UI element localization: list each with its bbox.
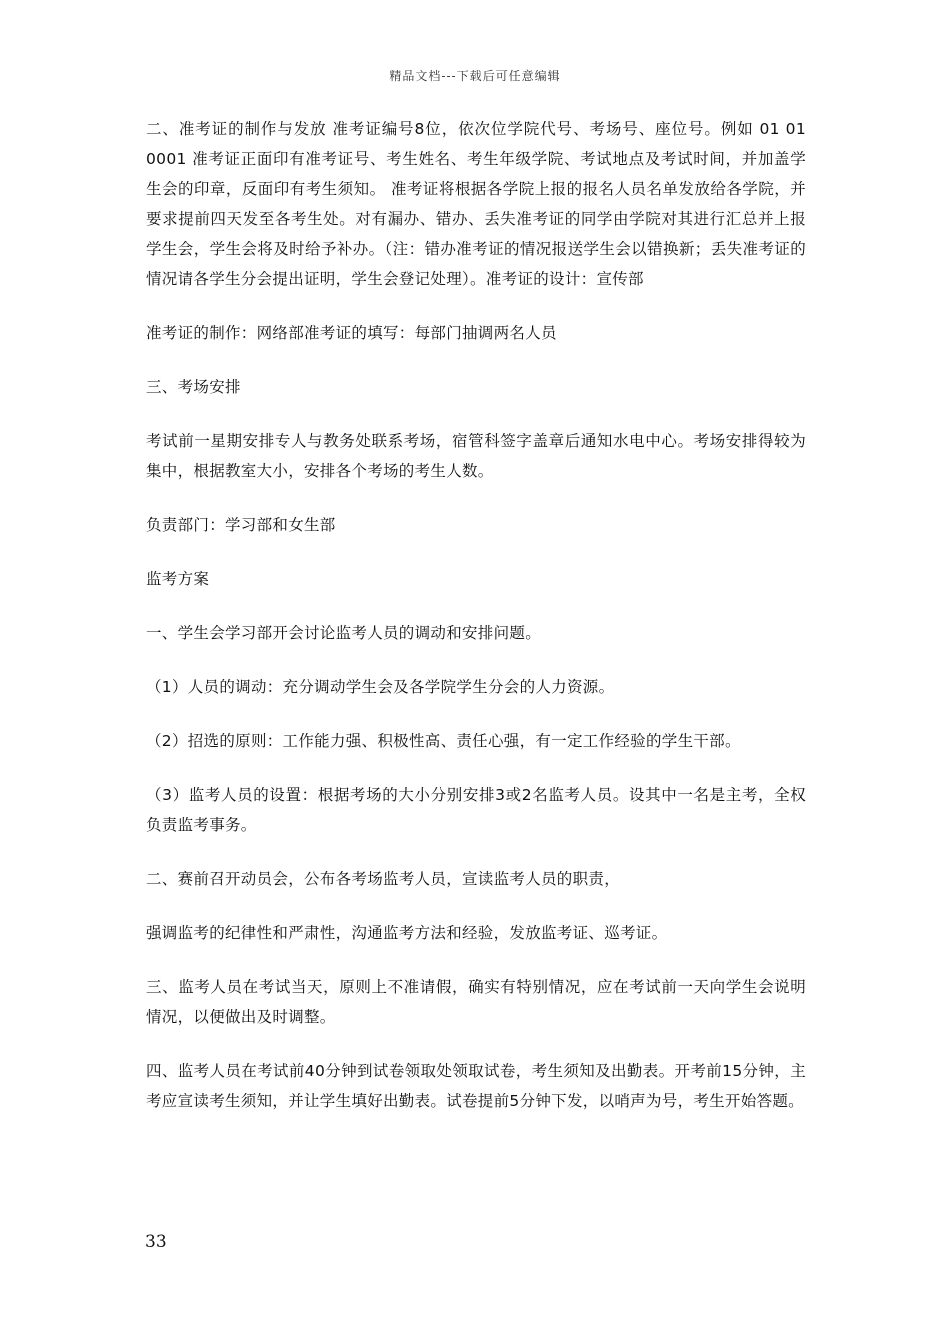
paragraph-invigilation-item-1: 一、学生会学习部开会讨论监考人员的调动和安排问题。 [146,624,542,642]
paragraph-invigilation-item-2-continued: 强调监考的纪律性和严肃性，沟通监考方法和经验，发放监考证、巡考证。 [146,924,668,942]
section-heading-invigilation-plan: 监考方案 [146,570,210,588]
paragraph-subitem-1: （1）人员的调动：充分调动学生会及各学院学生分会的人力资源。 [146,678,615,696]
page-number: 33 [145,1232,167,1252]
paragraph-invigilation-item-2: 二、赛前召开动员会，公布各考场监考人员，宣读监考人员的职责， [146,870,621,888]
paragraph-subitem-2: （2）招选的原则：工作能力强、积极性高、责任心强，有一定工作经验的学生干部。 [146,732,741,750]
paragraph-responsible-department: 负责部门：学习部和女生部 [146,516,336,534]
paragraph-exam-room-arrangement: 考试前一星期安排专人与教务处联系考场，宿管科签字盖章后通知水电中心。考场安排得较为集中，根据教室大小，安排各个考场的考生人数。 [146,432,806,480]
paragraph-invigilation-item-4: 四、监考人员在考试前40分钟到试卷领取处领取试卷，考生须知及出勤表。开考前15分钟，主考应宣读考生须知，并让学生填好出勤表。试卷提前5分钟下发，以哨声为号，考生开始答题。 [146,1062,806,1110]
paragraph-ticket-production: 准考证的制作：网络部准考证的填写：每部门抽调两名人员 [146,324,557,342]
page-header: 精品文档---下载后可任意编辑 [389,69,561,83]
paragraph-subitem-3: （3）监考人员的设置：根据考场的大小分别安排3或2名监考人员。设其中一名是主考，全权负责监考事务。 [146,786,806,834]
document-body [146,114,806,1140]
paragraph-admission-ticket: 二、准考证的制作与发放 准考证编号8位，依次位学院代号、考场号、座位号。例如 01 01 0001 准考证正面印有准考证号、考生姓名、考生年级学院、考试地点及考试时间，并加盖学生会的印章，反面印有考生须知。 准考证将根据各学院上报的报名人员名单发放给各学院，并要求提前四天发至各考生处。对有漏办、错办、丢失准考证的同学由学院对其进行汇总并上报学生会，学生会将及时给予补办。（注：错办准考证的情况报送学生会以错换新；丢失准考证的情况请各学生分会提出证明，学生会登记处理）。准考证的设计：宣传部 [146,120,806,288]
paragraph-invigilation-item-3: 三、监考人员在考试当天，原则上不准请假，确实有特别情况，应在考试前一天向学生会说明情况，以便做出及时调整。 [146,978,806,1026]
section-heading-exam-room: 三、考场安排 [146,378,241,396]
